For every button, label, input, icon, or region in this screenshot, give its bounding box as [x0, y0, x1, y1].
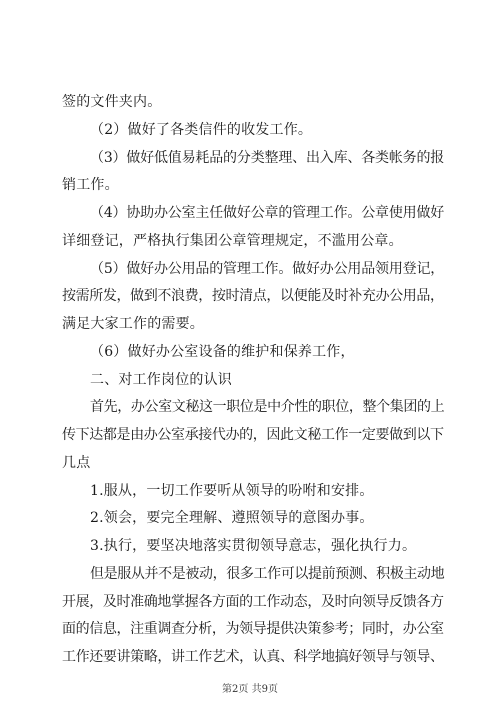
text-line: 满足大家工作的需要。: [62, 316, 204, 332]
text-line: 按需所发，做到不浪费，按时清点，以便能及时补充办公用品，: [62, 288, 444, 304]
text-line: 几点: [62, 455, 91, 471]
text-line: 工作还要讲策略，讲工作艺术，认真、科学地搞好领导与领导、: [62, 649, 444, 665]
text-line: （5）做好办公用品的管理工作。做好办公用品领用登记，: [90, 261, 445, 277]
text-line: 开展，及时准确地掌握各方面的工作动态，及时向领导反馈各方: [62, 594, 444, 610]
text-line: （6）做好办公室设备的维护和保养工作，: [90, 344, 355, 360]
text-line: 面的信息，注重调查分析，为领导提供决策参考；同时，办公室: [62, 621, 444, 637]
section-heading: 二、对工作岗位的认识: [90, 372, 232, 388]
page-footer: 第2页 共9页: [222, 684, 278, 695]
text-line: 销工作。: [62, 177, 119, 193]
list-item: 2.领会，要完全理解、遵照领导的意图办事。: [90, 510, 374, 526]
text-line: 签的文件夹内。: [62, 94, 162, 110]
list-item: 3.执行，要坚决地落实贯彻领导意志，强化执行力。: [90, 538, 417, 554]
text-line: 但是服从并不是被动，很多工作可以提前预测、积极主动地: [90, 566, 445, 582]
text-line: 详细登记，严格执行集团公章管理规定，不滥用公章。: [62, 233, 403, 249]
text-line: （4）协助办公室主任做好公章的管理工作。公章使用做好: [90, 205, 445, 221]
text-line: （2）做好了各类信件的收发工作。: [90, 122, 313, 138]
text-line: 传下达都是由办公室承接代办的，因此文秘工作一定要做到以下: [62, 427, 444, 443]
text-line: （3）做好低值易耗品的分类整理、出入库、各类帐务的报: [90, 150, 445, 166]
list-item: 1.服从，一切工作要听从领导的吩咐和安排。: [90, 483, 374, 499]
text-line: 首先，办公室文秘这一职位是中介性的职位，整个集团的上: [90, 399, 445, 415]
